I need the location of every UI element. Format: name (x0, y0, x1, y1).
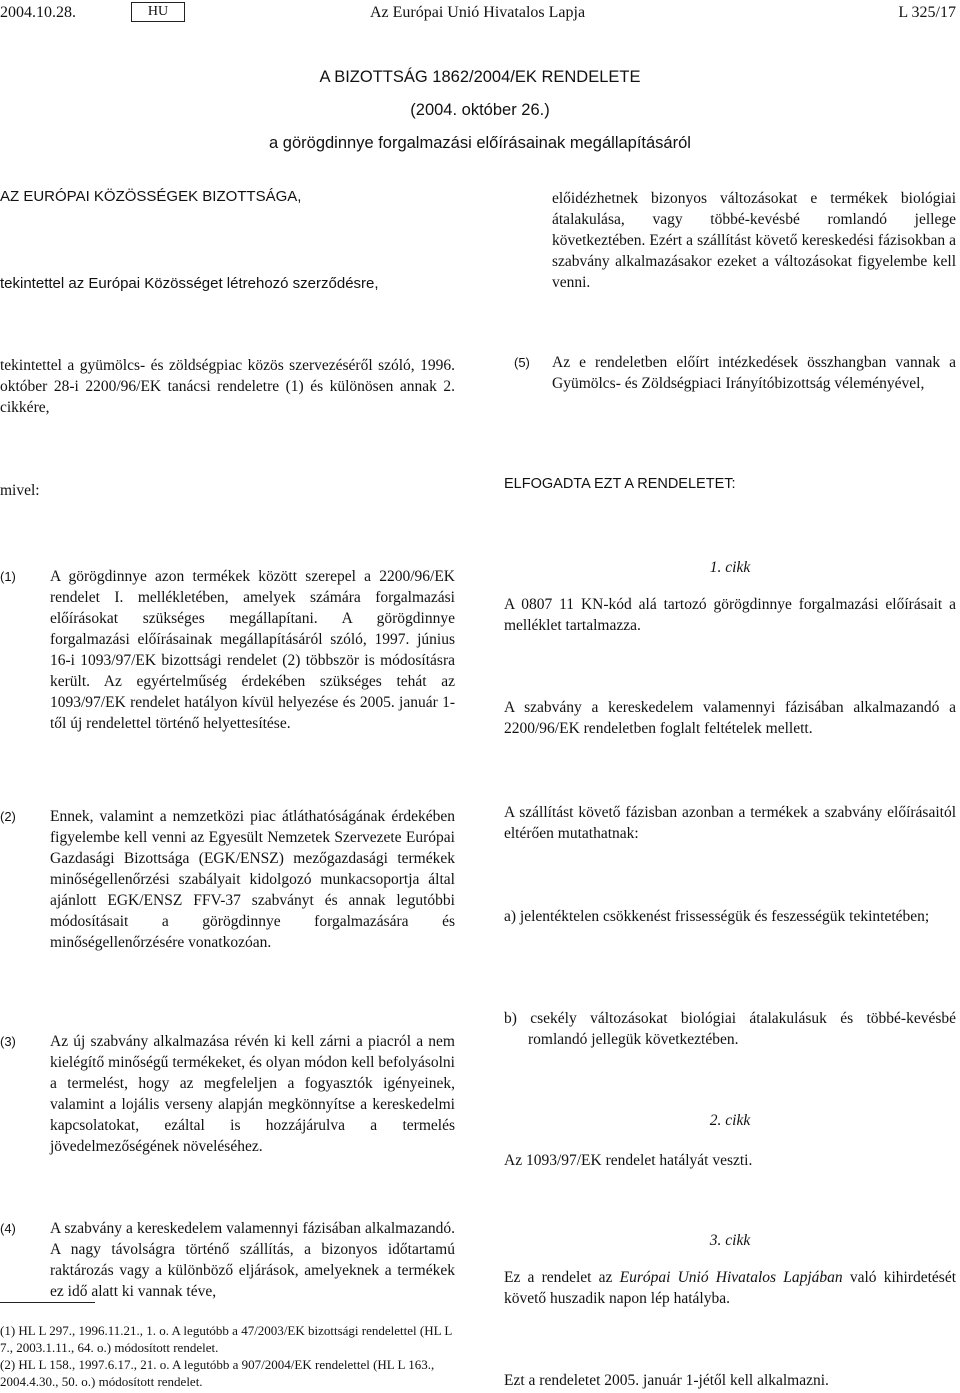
recital-1-text: A görögdinnye azon termékek között szerepel a 2200/96/EK rendelet I. mellékletében, amelyek számára forgalmazási előírásokat szükséges megállapítani. A görögdinnye forgalmazási előírásainak megállapításáról szóló, 1997. június 16-i 1093/97/EK bizottsági rendelet (2) többször is módosításra került. Az egyértelműség érdekében szükséges tehát az 1093/97/EK rendelet hatályon kívül helyezése és 2005. január 1-től új rendelettel történő helyettesítése. (50, 568, 455, 732)
recital-5 (514, 352, 956, 394)
recital-4 (0, 1218, 455, 1302)
recital-2-text: Ennek, valamint a nemzetközi piac átláthatóságának érdekében figyelembe kell venni az Egyesült Nemzetek Szervezete Európai Gazdasági Bizottsága (EGK/ENSZ) mezőgazdasági termékek minőségellenőrzési szabályait kidolgozó munkacsoportja által ajánlott EGK/ENSZ FFV-37 szabványt és annak legutóbbi módosításait a görögdinnye forgalmazására és minőségellenőrzésére vonatkozóan. (50, 808, 455, 951)
footnote-2: (2) HL L 158., 1997.6.17., 21. o. A legutóbb a 907/2004/EK rendelettel (HL L 163., 2004.4.30., 50. o.) módosított rendelet. (0, 1357, 435, 1389)
header-date: 2004.10.28. (0, 4, 76, 21)
article-1-item-a: a) jelentéktelen csökkenést frissességük és feszességük tekintetében; (504, 908, 930, 925)
article-3-title: 3. cikk (709, 1232, 751, 1249)
recital-3-text: Az új szabvány alkalmazása révén ki kell zárni a piacról a nem kielégítő minőségű termékeket, és olyan módon kell befolyásolni a termelést, hogy az megfeleljen a fogyasztók igényeinek, valamint a lojális verseny alapján megkönnyítse a kereskedelmi kapcsolatokat, ezáltal is hozzájárulva a termelés jövedelmezőségének növeléséhez. (50, 1033, 455, 1155)
recital-5-text: Az e rendeletben előírt intézkedések összhangban vannak a Gyümölcs- és Zöldségpiaci Irányítóbizottság véleményével, (552, 354, 956, 392)
regulation-subject: a görögdinnye forgalmazási előírásainak megállapításáról (269, 134, 691, 152)
article-1-title: 1. cikk (709, 559, 751, 576)
adopted-heading: ELFOGADTA EZT A RENDELETET: (504, 476, 736, 492)
recital-4-number: (4) (0, 1221, 16, 1236)
recital-2-number: (2) (0, 809, 16, 824)
article-1-item-b: b) csekély változásokat biológiai átalakulásuk és többé-kevésbé romlandó jellegük következtében. (504, 1010, 956, 1048)
recital-3-number: (3) (0, 1034, 16, 1049)
article-2-title: 2. cikk (709, 1112, 751, 1129)
article-3-para-1 (504, 1267, 956, 1309)
article-2-para-1: Az 1093/97/EK rendelet hatályát veszti. (504, 1152, 753, 1169)
recital-1-number: (1) (0, 569, 16, 584)
recital-4-continued: előidézhetnek bizonyos változásokat e termékek biológiai átalakulása, vagy többé-kevésbé romlandó jellege következtében. Ezért a szállítást követő kereskedési fázisokban a szabvány alkalmazásakor ezeket a változásokat figyelembe kell venni. (552, 190, 956, 291)
recital-5-number: (5) (514, 355, 530, 370)
journal-title: Az Európai Unió Hivatalos Lapja (370, 4, 586, 21)
article-3-para-1-start: Ez a rendelet az (504, 1269, 620, 1286)
language-badge: HU (131, 2, 185, 22)
regulation-date: (2004. október 26.) (410, 101, 550, 119)
recital-3 (0, 1031, 455, 1157)
regulation-title: A BIZOTTSÁG 1862/2004/EK RENDELETE (319, 68, 641, 86)
recital-2 (0, 806, 455, 953)
recital-4-text: A szabvány a kereskedelem valamennyi fázisában alkalmazandó. A nagy távolságra történő szállítás, a bizonyos időtartamú raktározás vagy a különböző eljárások, amelyeknek a termékek ez idő alatt ki vannak téve, (50, 1220, 455, 1300)
having-regard-treaty: tekintettel az Európai Közösséget létrehozó szerződésre, (0, 275, 379, 292)
article-1-para-2: A szabvány a kereskedelem valamennyi fázisában alkalmazandó a 2200/96/EK rendeletben foglalt feltételek mellett. (504, 699, 956, 737)
journal-name-italic: Európai Unió Hivatalos Lapjában (619, 1269, 843, 1286)
whereas-label: mivel: (0, 482, 40, 499)
article-1-para-3: A szállítást követő fázisban azonban a termékek a szabvány előírásaitól eltérően mutathatnak: (504, 804, 956, 842)
page-reference: L 325/17 (898, 4, 956, 21)
article-3-para-1-end: való kihirdetését követő huszadik napon lép hatályba. (504, 1269, 957, 1307)
article-1-para-1: A 0807 11 KN-kód alá tartozó görögdinnye forgalmazási előírásait a melléklet tartalmazza. (504, 596, 956, 634)
having-regard-regulation: tekintettel a gyümölcs- és zöldségpiac közös szervezéséről szóló, 1996. október 28-i 2200/96/EK tanácsi rendeletre (1) és különösen annak 2. cikkére, (0, 357, 455, 416)
footnote-divider (0, 1302, 95, 1303)
recital-1 (0, 566, 455, 734)
article-3-para-2: Ezt a rendeletet 2005. január 1-jétől kell alkalmazni. (504, 1372, 829, 1389)
commission-heading: AZ EURÓPAI KÖZÖSSÉGEK BIZOTTSÁGA, (0, 188, 302, 205)
footnote-1: (1) HL L 297., 1996.11.21., 1. o. A legutóbb a 47/2003/EK bizottsági rendelettel (HL L 7., 2003.1.11., 64. o.) módosított rendelet. (0, 1323, 452, 1355)
